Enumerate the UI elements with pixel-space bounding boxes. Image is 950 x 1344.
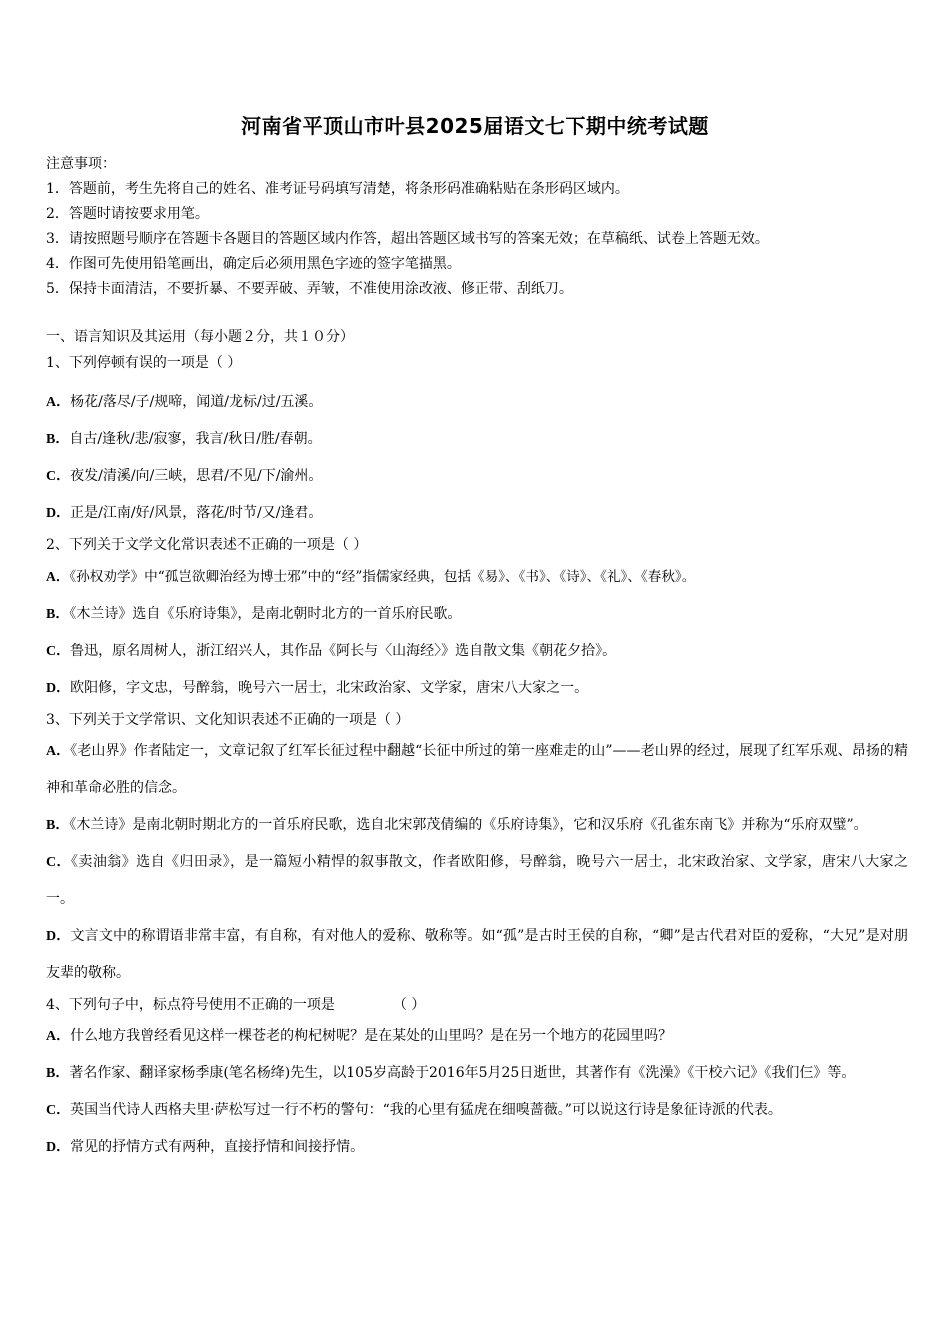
question-4-stem: 4、下列句子中，标点符号使用不正确的一项是 [46, 997, 335, 1013]
option-label: D． [46, 929, 71, 944]
page-title: 河南省平顶山市叶县2025届语文七下期中统考试题 [241, 114, 709, 138]
option-label: A． [46, 1029, 71, 1044]
option-label: C． [46, 469, 71, 484]
question-2-option-b [46, 596, 908, 633]
option-label: B． [46, 432, 70, 447]
option-text: 鲁迅，原名周树人，浙江绍兴人，其作品《阿长与〈山海经〉》选自散文集《朝花夕拾》。 [70, 643, 617, 659]
notice-item: 2．答题时请按要求用笔。 [46, 206, 209, 222]
option-text: 《卖油翁》选自《归田录》，是一篇短小精悍的叙事散文，作者欧阳修，号醉翁，晚号六一居士，北宋政治家、文学家，唐宋八大家之一。 [46, 854, 908, 907]
question-4-stem-row [46, 992, 908, 1018]
notice-item: 4．作图可先使用铅笔画出，确定后必须用黑色字迹的签字笔描黑。 [46, 256, 461, 272]
option-text: 常见的抒情方式有两种，直接抒情和间接抒情。 [70, 1139, 365, 1155]
notice-item: 1．答题前，考生先将自己的姓名、准考证号码填写清楚，将条形码准确粘贴在条形码区域内。 [46, 181, 629, 197]
option-label: C． [46, 1103, 71, 1118]
option-label: A． [46, 744, 71, 759]
question-3-option-d [46, 918, 908, 992]
option-text: 自古/逢秋/悲/寂寥，我言/秋日/胜/春朝。 [69, 431, 322, 447]
notice-block [46, 152, 916, 302]
question-2-option-a [46, 558, 908, 596]
option-text: 杨花/落尽/子/规啼，闻道/龙标/过/五溪。 [70, 394, 323, 410]
answer-paren: （ ） [392, 997, 426, 1013]
option-text: 《木兰诗》选自《乐府诗集》，是南北朝时北方的一首乐府民歌。 [69, 606, 462, 622]
option-text: 夜发/清溪/向/三峡，思君/不见/下/渝州。 [70, 468, 323, 484]
option-label: A． [46, 395, 71, 410]
option-text: 著名作家、翻译家杨季康(笔名杨绛)先生，以105岁高龄于2016年5月25日逝世，其著作有《洗澡》《干校六记》《我们仨》等。 [69, 1065, 856, 1081]
question-3-option-a [46, 733, 908, 807]
option-text: 《木兰诗》是南北朝时期北方的一首乐府民歌，选自北宋郭茂倩编的《乐府诗集》，它和汉乐府《孔雀东南飞》并称为“乐府双璧”。 [69, 817, 868, 833]
option-text: 正是/江南/好/风景，落花/时节/又/逢君。 [70, 505, 323, 521]
question-1-option-d [46, 495, 908, 532]
option-label: D． [46, 1140, 71, 1155]
option-label: C． [46, 644, 71, 659]
question-1-option-a [46, 384, 908, 421]
notice-item: 5．保持卡面清洁，不要折暴、不要弄破、弄皱，不准使用涂改液、修正带、刮纸刀。 [46, 281, 573, 297]
option-text: 英国当代诗人西格夫里·萨松写过一行不朽的警句：“我的心里有猛虎在细嗅蔷薇。”可以说这行诗是象征诗派的代表。 [70, 1102, 782, 1118]
question-1-option-c [46, 458, 908, 495]
question-2-option-c [46, 633, 908, 670]
option-label: D． [46, 681, 71, 696]
question-3-option-b [46, 807, 908, 844]
question-4-option-c [46, 1092, 908, 1129]
option-label: B． [46, 1066, 70, 1081]
question-4-option-d [46, 1129, 908, 1166]
option-label: C． [46, 855, 71, 870]
question-2-option-d [46, 670, 908, 707]
option-label: D． [46, 506, 71, 521]
option-text: 欧阳修，字文忠，号醉翁，晚号六一居士，北宋政治家、文学家，唐宋八大家之一。 [70, 680, 589, 696]
question-3-option-c [46, 844, 908, 918]
option-label: B． [46, 607, 70, 622]
question-1-option-b [46, 421, 908, 458]
section-heading: 一、语言知识及其运用（每小题２分，共１０分） [46, 329, 354, 345]
question-4-option-a [46, 1018, 908, 1055]
option-text: 《老山界》作者陆定一，文章记叙了红军长征过程中翻越“长征中所过的第一座难走的山”——老山界的经过，展现了红军乐观、昂扬的精神和革命必胜的信念。 [46, 743, 908, 796]
option-label: B． [46, 818, 70, 833]
option-text: 《孙权劝学》中“孤岂欲卿治经为博士邪”中的“经”指儒家经典，包括《易》、《书》、《诗》、《礼》、《春秋》。 [69, 569, 696, 585]
option-text: 什么地方我曾经看见这样一棵苍老的枸杞树呢？是在某处的山里吗？是在另一个地方的花园里吗？ [70, 1028, 673, 1044]
question-1-stem: 1、下列停顿有误的一项是（ ） [46, 355, 242, 371]
notice-heading: 注意事项： [46, 156, 116, 172]
question-4-option-b [46, 1055, 908, 1092]
notice-item: 3．请按照题号顺序在答题卡各题目的答题区域内作答，超出答题区域书写的答案无效；在草稿纸、试卷上答题无效。 [46, 231, 769, 247]
option-text: 文言文中的称谓语非常丰富，有自称，有对他人的爱称、敬称等。如“孤”是古时王侯的自称，“卿”是古代君对臣的爱称，“大兄”是对朋友辈的敬称。 [46, 928, 908, 981]
exam-content [46, 324, 908, 1166]
question-2-stem: 2、下列关于文学文化常识表述不正确的一项是（ ） [46, 537, 368, 553]
option-label: A． [46, 569, 70, 584]
question-3-stem: 3、下列关于文学常识、文化知识表述不正确的一项是（ ） [46, 712, 410, 728]
